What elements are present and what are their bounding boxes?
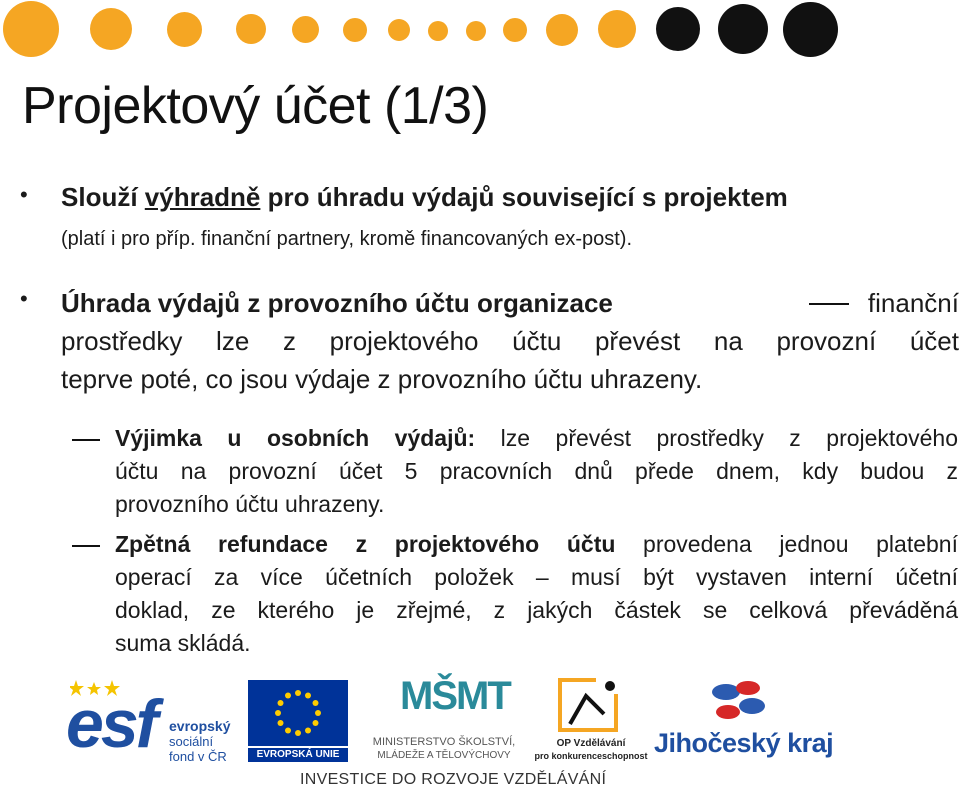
dot-orange-10 xyxy=(503,18,527,42)
sub1-rest: lze převést prostředky z projektového xyxy=(475,425,958,451)
dot-black-3 xyxy=(783,2,838,57)
dot-orange-12 xyxy=(598,10,636,48)
page-title: Projektový účet (1/3) xyxy=(22,77,489,135)
bullet2-dash xyxy=(809,303,849,305)
msmt-text-2: MLÁDEŽE A TĚLOVÝCHOVY xyxy=(377,750,511,761)
sub2-dash xyxy=(72,545,100,547)
dot-orange-7 xyxy=(388,19,410,41)
kraj-emblem-icon xyxy=(704,676,774,726)
sub1-line3: provozního účtu uhrazeny. xyxy=(115,491,385,517)
sub1-line1 xyxy=(115,422,958,455)
op-frame-icon xyxy=(534,674,648,736)
eu-flag-icon xyxy=(248,680,348,746)
msmt-text-1: MINISTERSTVO ŠKOLSTVÍ, xyxy=(372,736,516,748)
sub2-line2: operací za více účetních položek – musí být vystaven interní účetní xyxy=(115,564,958,590)
dot-orange-11 xyxy=(546,14,578,46)
op-text-2: pro konkurenceschopnost xyxy=(534,751,648,761)
sub2-line4: suma skládá. xyxy=(115,630,251,656)
msmt-mark: MŠMT xyxy=(400,674,510,718)
sub1-bold: Výjimka u osobních výdajů: xyxy=(115,425,476,451)
bullet1-line1 xyxy=(61,178,788,216)
dot-orange-3 xyxy=(167,12,202,47)
bullet-marker-1: • xyxy=(20,182,28,207)
sub2-rest: provedena jednou platební xyxy=(615,531,958,557)
sub2-line3: doklad, ze kterého je zřejmé, z jakých částek se celková převáděná xyxy=(115,597,958,623)
sub2-bold: Zpětná refundace z projektového účtu xyxy=(115,531,616,557)
esf-logo xyxy=(66,678,238,764)
esf-text-3: fond v ČR xyxy=(169,749,227,764)
bullet1-underlined: výhradně xyxy=(144,182,261,212)
dot-orange-8 xyxy=(428,21,448,41)
esf-text-2: sociální xyxy=(169,734,214,749)
logo-strip xyxy=(0,668,960,796)
dot-orange-9 xyxy=(466,21,486,41)
dot-orange-4 xyxy=(236,14,266,44)
op-text-1: OP Vzdělávání xyxy=(556,738,626,749)
dot-orange-1 xyxy=(3,1,59,57)
footer-investice: INVESTICE DO ROZVOJE VZDĚLÁVÁNÍ xyxy=(300,771,607,788)
bullet2-line2: prostředky lze z projektového účtu převést na provozní účet xyxy=(61,326,959,356)
sub2-line1 xyxy=(115,528,958,561)
dot-orange-5 xyxy=(292,16,319,43)
dot-black-1 xyxy=(656,7,700,51)
bullet-marker-2: • xyxy=(20,286,28,311)
dot-orange-2 xyxy=(90,8,132,50)
dot-orange-6 xyxy=(343,18,367,42)
sub1-dash xyxy=(72,439,100,441)
msmt-logo xyxy=(356,674,532,764)
eu-label: EVROPSKÁ UNIE xyxy=(248,748,348,762)
esf-mark: esf xyxy=(66,686,156,762)
sub1-line2: účtu na provozní účet 5 pracovních dnů přede dnem, kdy budou z xyxy=(115,458,958,484)
kraj-name: Jihočeský kraj xyxy=(654,728,834,758)
top-dot-decoration xyxy=(0,0,960,70)
bullet2-line3: teprve poté, co jsou výdaje z provozního účtu uhrazeny. xyxy=(61,364,703,394)
kraj-logo xyxy=(654,676,846,766)
op-logo xyxy=(534,674,648,766)
bullet1-line2: (platí i pro příp. finanční partnery, kromě financovaných ex-post). xyxy=(61,228,633,250)
bullet2-rest: finanční xyxy=(867,288,959,318)
bullet2-line1 xyxy=(61,284,959,322)
eu-logo xyxy=(248,680,348,762)
bullet1-text-post: pro úhradu výdajů související s projektem xyxy=(260,182,788,212)
bullet1-text-pre: Slouží xyxy=(61,182,145,212)
dot-black-2 xyxy=(718,4,768,54)
bullet2-bold: Úhrada výdajů z provozního účtu organizace xyxy=(61,288,613,318)
esf-text-1: evropský xyxy=(169,718,231,734)
